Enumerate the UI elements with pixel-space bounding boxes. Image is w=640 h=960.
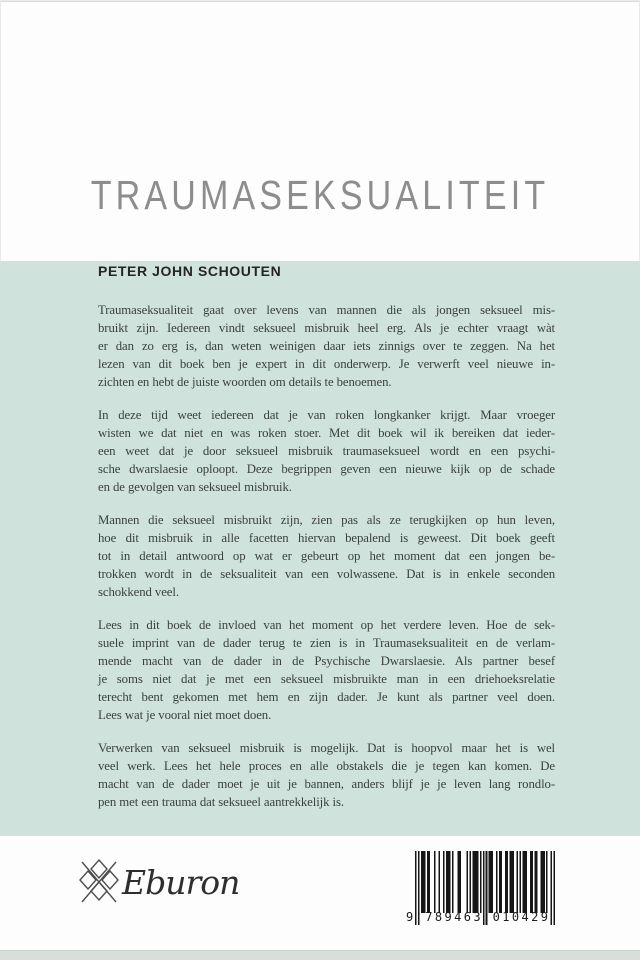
blurb-paragraph bbox=[98, 406, 555, 496]
diamond-cross-logo-icon bbox=[78, 858, 120, 906]
blurb-line: Lees in dit boek de invloed van het moment op het verdere leven. Hoe de sek- bbox=[98, 618, 555, 632]
publisher-name: Eburon bbox=[122, 862, 240, 902]
blurb-paragraph bbox=[98, 301, 555, 391]
blurb-paragraph bbox=[98, 616, 555, 724]
blurb-line: Traumaseksualiteit gaat over levens van mannen die als jongen seksueel mis- bbox=[98, 303, 555, 317]
blurb-line: veel werk. Lees het hele proces en alle obstakels die je tegen kan komen. De bbox=[98, 759, 555, 773]
publisher-logo bbox=[78, 858, 239, 906]
blurb-line: schokkend veel. bbox=[98, 585, 179, 599]
cover-bottom-area bbox=[0, 836, 640, 950]
author-name: PETER JOHN SCHOUTEN bbox=[98, 263, 282, 279]
blurb-line: wisten we dat niet en was roken stoer. Met dit boek wil ik bereiken dat ieder- bbox=[98, 426, 555, 440]
book-title: TRAUMASEKSUALITEIT bbox=[90, 172, 550, 218]
blurb-line: en de gevolgen van seksueel misbruik. bbox=[98, 480, 292, 494]
blurb-line: je soms niet dat je met een seksueel misbruikte man in een driehoeksrelatie bbox=[98, 672, 555, 686]
blurb-line: er dan zo erg is, dan weten weinigen daar iets zinnigs over te zeggen. Na het bbox=[98, 339, 555, 353]
blurb-paragraphs bbox=[98, 301, 555, 811]
blurb-line: Lees wat je vooral niet moet doen. bbox=[98, 708, 272, 722]
blurb-line: trokken wordt in de seksualiteit van een volwassene. Dat is in enkele seconden bbox=[98, 567, 555, 581]
blurb-paragraph bbox=[98, 739, 555, 811]
blurb-line: In deze tijd weet iedereen dat je van roken longkanker krijgt. Maar vroeger bbox=[98, 408, 555, 422]
blurb-band bbox=[0, 261, 640, 836]
blurb-line: lezen van dit boek ben je expert in dit onderwerp. Je verwerft veel nieuwe in- bbox=[98, 357, 555, 371]
isbn-barcode bbox=[406, 851, 555, 925]
blurb-line: suele imprint van de dader terug te zien is in Traumaseksualiteit en de verlam- bbox=[98, 636, 555, 650]
blurb-line: terecht bent gekomen met hem en zijn dader. Je kunt als partner veel doen. bbox=[98, 690, 555, 704]
cover-top-area bbox=[0, 0, 640, 261]
cover-bottom-strip bbox=[0, 950, 640, 960]
blurb-line: zichten en hebt de juiste woorden om details te benoemen. bbox=[98, 375, 392, 389]
blurb-line: Verwerken van seksueel misbruik is mogelijk. Dat is hoopvol maar het is wel bbox=[98, 741, 555, 755]
isbn-digits: 9 789463 010429 bbox=[406, 910, 551, 924]
blurb-line: tot in detail antwoord op wat er gebeurt op het moment dat een jongen be- bbox=[98, 549, 555, 563]
blurb-paragraph bbox=[98, 511, 555, 601]
blurb-line: een weet dat je door seksueel misbruik traumaseksueel wordt en een psychi- bbox=[98, 444, 555, 458]
blurb-line: Mannen die seksueel misbruikt zijn, zien pas als ze terugkijken op hun leven, bbox=[98, 513, 555, 527]
blurb-line: pen met een trauma dat seksueel aantrekkelijk is. bbox=[98, 795, 344, 809]
blurb-line: mende macht van de dader in de Psychische Dwarslaesie. Als partner besef bbox=[98, 654, 555, 668]
blurb-line: hoe dit misbruik in alle facetten hiervan bepalend is geweest. Dit boek geeft bbox=[98, 531, 555, 545]
blurb-line: macht van de dader moet je uit je bannen, anders blijf je je leven lang rondlo- bbox=[98, 777, 555, 791]
blurb-line: sche dwarslaesie oploopt. Deze begrippen geven een nieuwe kijk op de schade bbox=[98, 462, 555, 476]
blurb-line: bruikt zijn. Iedereen vindt seksueel misbruik heel erg. Als je echter vraagt wàt bbox=[98, 321, 555, 335]
